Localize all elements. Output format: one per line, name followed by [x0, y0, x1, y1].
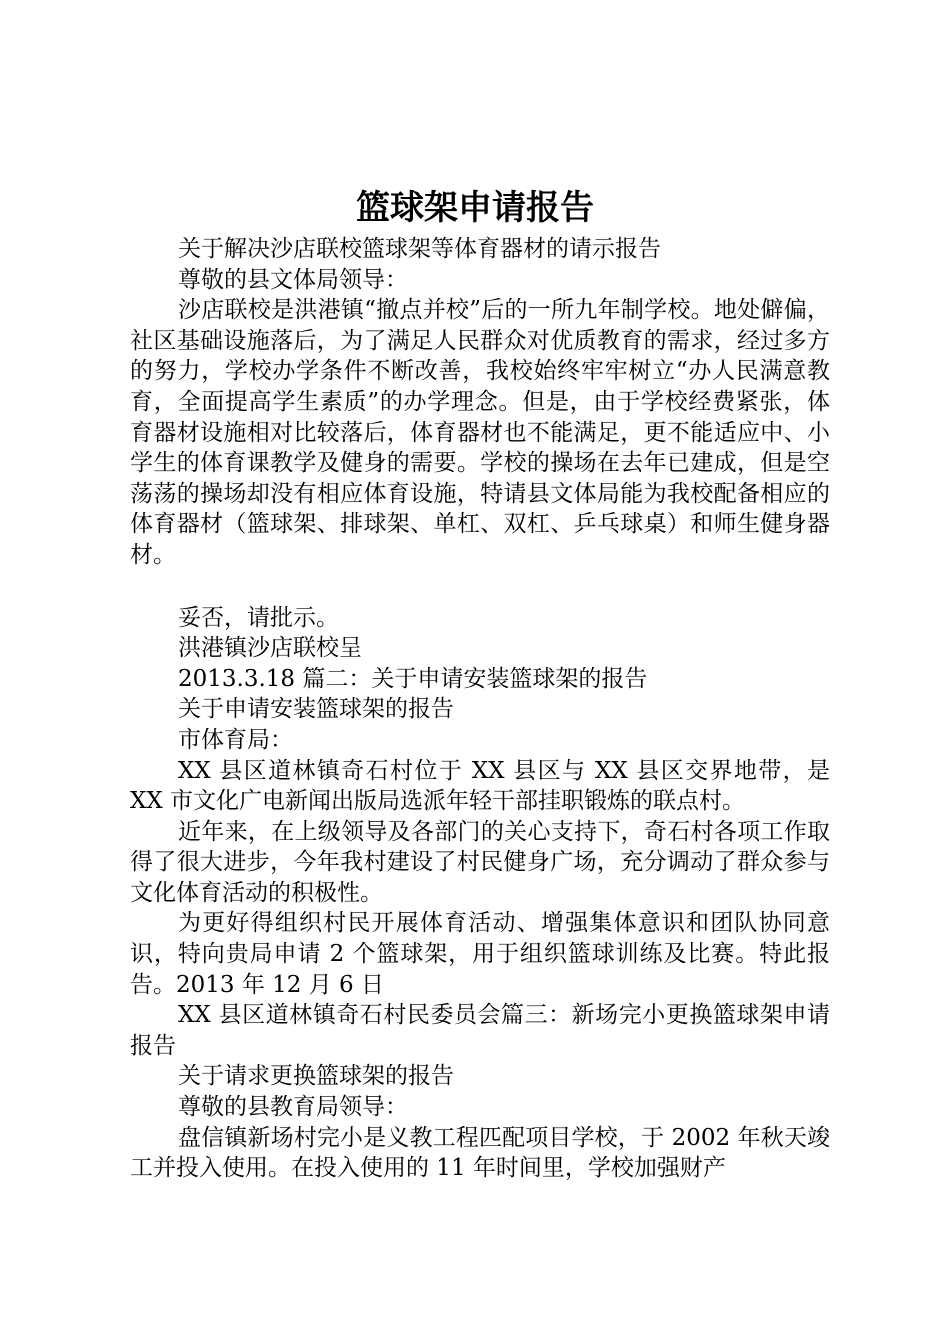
- document-title: 篮球架申请报告: [356, 188, 594, 228]
- paragraph-date-part-two: 2013.3.18 篇二：关于申请安装篮球架的报告: [178, 665, 648, 692]
- paragraph-salutation-two: 尊敬的县教育局领导：: [178, 1094, 408, 1121]
- paragraph-part-three-title: 关于请求更换篮球架的报告: [178, 1063, 454, 1090]
- paragraph-part-two-title: 关于申请安装篮球架的报告: [178, 696, 454, 723]
- paragraph-village-intro: XX 县区道林镇奇石村位于 XX 县区与 XX 县区交界地带，是 XX 市文化广电新闻出版局选派年轻干部挂职锻炼的联点村。: [130, 757, 830, 815]
- paragraph-school-history: 盘信镇新场村完小是义教工程匹配项目学校，于 2002 年秋天竣工并投入使用。在投入使用的 11 年时间里，学校加强财产: [130, 1124, 830, 1182]
- paragraph-committee-part-three: XX 县区道林镇奇石村民委员会篇三：新场完小更换篮球架申请报告: [130, 1002, 830, 1059]
- paragraph-approval-request: 妥否，请批示。: [178, 604, 339, 631]
- paragraph-salutation: 尊敬的县文体局领导：: [178, 266, 408, 293]
- paragraph-school-intro: 沙店联校是洪港镇“撤点并校”后的一所九年制学校。地处僻偏，社区基础设施落后，为了满足人民群众对优质教育的需求，经过多方的努力，学校办学条件不断改善，我校始终牢牢树立“办人民满意教育，全面提高学生素质”的办学理念。但是，由于学校经费紧张，体育器材设施相对比较落后，体育器材也不能满足，更不能适应中、小学生的体育课教学及健身的需要。学校的操场在去年已建成，但是空荡荡的操场却没有相应体育设施，特请县文体局能为我校配备相应的体育器材（篮球架、排球架、单杠、双杠、乒乓球桌）和师生健身器材。: [130, 297, 830, 568]
- paragraph-progress: 近年来，在上级领导及各部门的关心支持下，奇石村各项工作取得了很大进步，今年我村建设了村民健身广场，充分调动了群众参与文化体育活动的积极性。: [130, 818, 830, 906]
- paragraph-sender: 洪港镇沙店联校呈: [178, 635, 362, 662]
- paragraph-application: 为更好得组织村民开展体育活动、增强集体意识和团队协同意识，特向贵局申请 2 个篮球架，用于组织篮球训练及比赛。特此报告。2013 年 12 月 6 日: [130, 910, 830, 998]
- paragraph-gap: [130, 571, 830, 603]
- document-body: [130, 234, 830, 1184]
- paragraph-request-title: 关于解决沙店联校篮球架等体育器材的请示报告: [178, 236, 661, 262]
- paragraph-addressee: 市体育局：: [178, 726, 293, 753]
